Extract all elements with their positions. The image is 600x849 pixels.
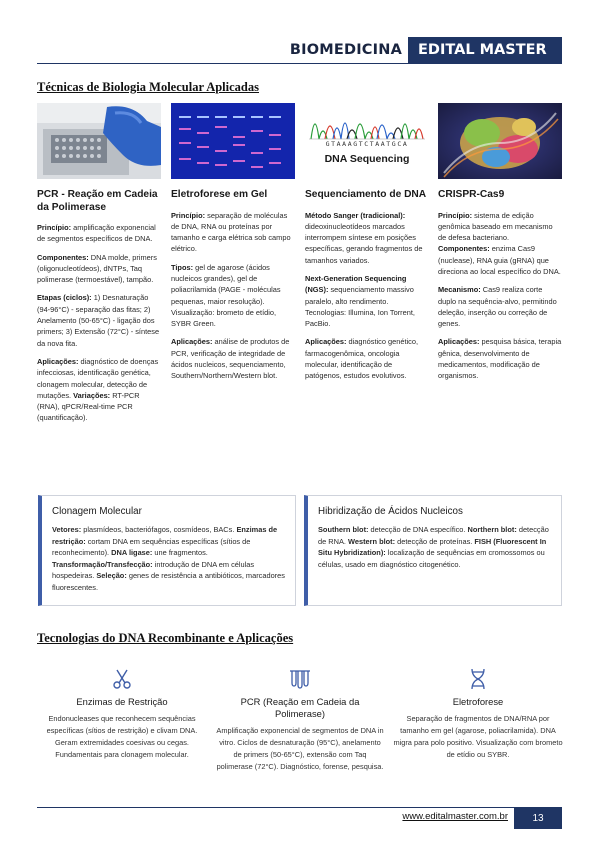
paragraph [171, 262, 295, 330]
gel-electrophoresis-image [171, 103, 295, 179]
tech-title: Enzimas de Restrição [76, 696, 168, 707]
bold-label: Princípio: [438, 210, 473, 220]
card-crispr [438, 103, 562, 389]
bold-label: Tipos: [171, 262, 194, 272]
text-run: localização de sequências em cromossomos ou células, usado em diagnóstico citogenético. [318, 548, 545, 569]
tech-title: PCR (Reação em Cadeia da Polimerase) [240, 696, 360, 719]
box-title: Hibridização de Ácidos Nucleicos [318, 506, 463, 517]
tech-text: Separação de fragmentos de DNA/RNA por tamanho em gel (agarose, poliacrilamida). DNA migra para polo positivo. Visualização com brometo de etídio ou SYBR. [393, 714, 563, 759]
card-title: PCR - Reação em Cadeia da Polimerase [37, 189, 158, 213]
bold-label: Componentes: [438, 244, 490, 254]
paragraph [305, 210, 429, 266]
text-run: sequenciamento massivo paralelo, alto rendimento. Tecnologias: Illumina, Ion Torrent, PacBio. [305, 285, 415, 329]
text-run: detecção de proteínas. [395, 536, 475, 546]
text-run: Cas9 realiza corte duplo na sequência-alvo, permitindo deleção, inserção ou correção de genes. [438, 285, 557, 329]
bold-label: Aplicações: [438, 337, 480, 347]
brand-edital-master: EDITAL MASTER [408, 37, 562, 63]
bold-label: Western blot: [348, 536, 396, 546]
bold-label: Next-Generation Sequencing (NGS): [305, 273, 407, 295]
paragraph [37, 356, 161, 424]
card-title: Sequenciamento de DNA [305, 189, 427, 200]
section-title-techniques: Técnicas de Biologia Molecular Aplicadas [37, 80, 259, 94]
scissors-icon [37, 668, 207, 690]
text-run: amplificação exponencial de segmentos específicos de DNA. [37, 223, 156, 244]
text-run: sistema de edição genômica baseado em mecanismo de defesa bacteriano. [438, 210, 553, 243]
pcr-thermocycler-image [37, 103, 161, 179]
bold-label: Aplicações: [171, 337, 213, 347]
bold-label: Componentes: [37, 252, 89, 262]
text-run: separação de moléculas de DNA, RNA ou proteínas por tamanho e carga elétrica sob campo elétrico. [171, 210, 291, 254]
header-divider [37, 63, 562, 64]
bold-label: FISH (Fluorescent In Situ Hybridization): [318, 536, 547, 558]
text-run: detecção de RNA. [318, 525, 549, 546]
bold-label: Mecanismo: [438, 285, 481, 295]
page-number: 13 [514, 807, 562, 829]
tech-restriction-enzymes [37, 668, 207, 761]
text-run: diagnóstico genético, farmacogenômica, oncologia molecular, identificação de patógenos, estudos evolutivos. [305, 337, 418, 381]
paragraph [438, 336, 562, 381]
paragraph [37, 222, 161, 245]
paragraph [37, 292, 161, 348]
footer-website-link[interactable]: www.editalmaster.com.br [402, 811, 508, 822]
bold-label: Southern blot: [318, 525, 369, 534]
bold-label: Enzimas de restrição: [52, 525, 278, 546]
box-body [318, 524, 551, 570]
paragraph [318, 524, 551, 570]
text-run: cortam DNA em sequências específicas (sítios de reconhecimento). [52, 536, 251, 558]
bold-label: Método Sanger (tradicional): [305, 210, 406, 220]
card-electrophoresis [171, 103, 295, 389]
text-run: diagnóstico de doenças infecciosas, identificação genética, clonagem molecular, detecção de mutações. [37, 356, 159, 400]
bold-label: Princípio: [37, 223, 72, 232]
bold-label: Aplicações: [37, 356, 79, 366]
tech-electrophoresis [393, 668, 563, 761]
bold-label: DNA ligase: [111, 548, 153, 558]
paragraph [171, 210, 295, 255]
bold-label: Princípio: [171, 210, 206, 220]
bold-label: Aplicações: [305, 337, 347, 347]
brand-biomedicina: BIOMEDICINA [289, 42, 402, 58]
box-hybridization [304, 495, 562, 606]
text-run: genes de resistência a antibióticos, marcadores fluorescentes. [52, 571, 285, 592]
bold-label: Northern blot: [467, 525, 517, 534]
sequence-letters: GTAAAGTCTAATGCA [325, 140, 409, 148]
crispr-protein-image [438, 103, 562, 179]
dna-helix-icon [393, 668, 563, 690]
tech-text: Endonucleases que reconhecem sequências específicas (sítios de restrição) e clivam DNA. Geram extremidades coesivas ou cegas. Fundamentais para clonagem molecular. [46, 714, 198, 759]
text-run: enzima Cas9 (nuclease), RNA guia (gRNA) que direciona ao local específico do DNA. [438, 244, 561, 276]
tech-title: Eletroforese [452, 696, 504, 707]
box-title: Clonagem Molecular [52, 506, 142, 517]
tech-text: Amplificação exponencial de segmentos de DNA in vitro. Ciclos de desnaturação (95°C), anelamento de primers (50-65°C), extensão com Taq polimerase (72°C). Diagnóstico, forense, pesquisa. [216, 726, 384, 771]
text-run: pesquisa básica, terapia gênica, desenvolvimento de medicamentos, modificação de organismos. [438, 337, 562, 381]
text-run: plasmídeos, bacteriófagos, cosmídeos, BACs. [81, 525, 237, 534]
bold-label: Vetores: [52, 525, 82, 534]
paragraph [37, 252, 161, 286]
tech-pcr [215, 668, 385, 773]
box-molecular-cloning [38, 495, 296, 606]
card-title: CRISPR-Cas9 [438, 189, 505, 200]
card-body [438, 210, 562, 382]
text-run: dideoxinucleotídeos marcados interrompem síntese em posições específicas, gerando fragmentos de tamanhos variados. [305, 221, 423, 265]
paragraph [438, 284, 562, 329]
paragraph [52, 524, 285, 594]
bold-label: Transformação/Transfecção: [52, 559, 153, 569]
paragraph [171, 336, 295, 381]
text-run: RT-PCR (RNA), qPCR/Real-time PCR (quantificação). [37, 390, 140, 423]
paragraph [438, 210, 562, 278]
paragraph [305, 273, 429, 329]
test-tubes-icon [215, 668, 385, 690]
bold-label: Variações: [73, 390, 111, 400]
dna-sequencing-image [305, 103, 429, 179]
bold-label: Seleção: [96, 571, 127, 581]
card-body [37, 222, 161, 424]
page-header [290, 37, 562, 63]
card-body [305, 210, 429, 382]
text-run: gel de agarose (ácidos nucleicos grandes), gel de poliacrilamida (PAGE - moléculas pequenas, maior resolução). Visualização: brometo de etídio, SYBR Green. [171, 262, 281, 329]
text-run: análise de produtos de PCR, verificação de integridade de ácidos nucleicos, sequenciamento, Southern/Northern/Western blot. [171, 337, 290, 381]
text-run: DNA molde, primers (oligonucleotídeos), dNTPs, Taq polimerase (termoestável), tampão. [37, 252, 157, 285]
card-title: Eletroforese em Gel [171, 189, 268, 200]
card-body [171, 210, 295, 382]
card-pcr [37, 103, 161, 431]
bold-label: Etapas (ciclos): [37, 293, 92, 303]
section-title-recombinant: Tecnologias do DNA Recombinante e Aplicações [37, 631, 294, 645]
paragraph [305, 336, 429, 381]
dna-sequencing-label: DNA Sequencing [324, 153, 410, 165]
text-run: introdução de DNA em células hospedeiras. [52, 559, 255, 581]
footer-divider [37, 807, 560, 808]
text-run: 1) Desnaturação (94-96°C) - separação das fitas; 2) Anelamento (50-65°C) - ligação dos primers; 3) Extensão (72°C) - síntese da nova fita. [37, 293, 160, 348]
box-body [52, 524, 285, 594]
card-sequencing [305, 103, 429, 389]
text-run: detecção de DNA específico. [368, 525, 468, 534]
text-run: une fragmentos. [152, 548, 208, 558]
